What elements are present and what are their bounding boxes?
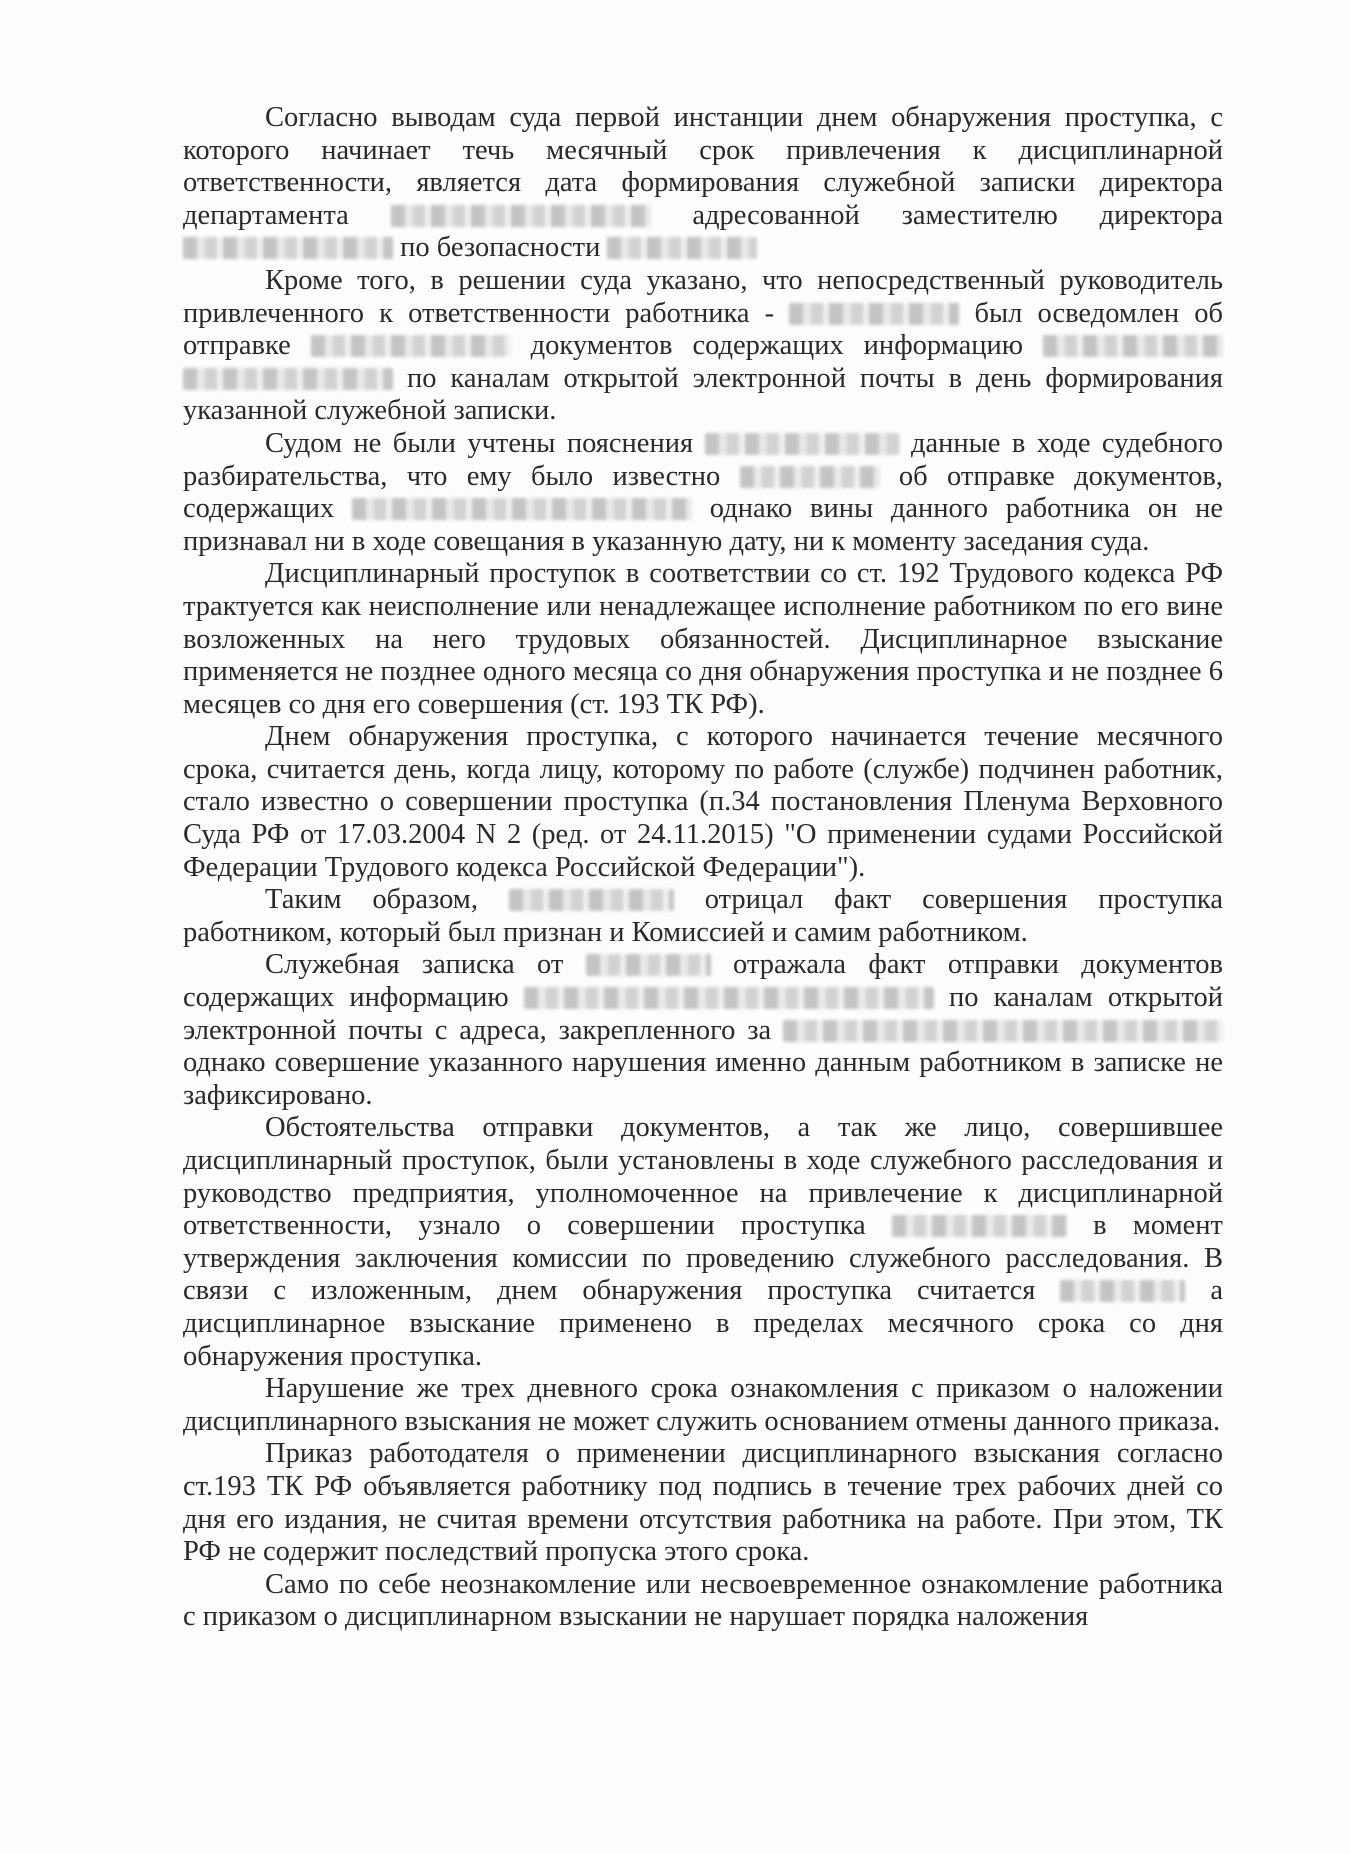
- redacted-text: [740, 466, 880, 488]
- redacted-text: [183, 368, 393, 390]
- redacted-text: [705, 433, 900, 455]
- redacted-text: [352, 498, 692, 520]
- paragraph-text: Служебная записка от: [265, 949, 586, 981]
- paragraph-text: Обстоятельства отправки документов, а так же лицо, совершившее дисциплинарный проступок, были установлены в ходе служебного расследования и руководство предприятия, уполномоченное на привлечение к дисциплинарной ответственности, узнало о совершении проступка: [183, 1112, 1223, 1242]
- paragraph-text: документов содержащих информацию: [510, 330, 1043, 362]
- redacted-text: [892, 1215, 1067, 1237]
- paragraph-2: [183, 265, 1223, 428]
- paragraph-3: [183, 428, 1223, 558]
- paragraph-text: Днем обнаружения проступка, с которого начинается течение месячного срока, считается день, когда лицу, которому по работе (службе) подчинен работник, стало известно о совершении проступка (п.34 постановления Пленума Верховного Суда РФ от 17.03.2004 N 2 (ред. от 24.11.2015) "О применении судами Российской Федерации Трудового кодекса Российской Федерации").: [183, 721, 1223, 883]
- paragraph-text: однако вины данного работника он не признавал ни в ходе совещания в указанную дату, ни к моменту заседания суда.: [183, 493, 1223, 557]
- paragraph-text: Нарушение же трех дневного срока ознакомления с приказом о наложении дисциплинарного взыскания не может служить основанием отмены данного приказа.: [183, 1373, 1223, 1437]
- paragraph-text: был осведомлен об отправке: [183, 297, 1223, 362]
- paragraph-6: [183, 884, 1223, 949]
- redacted-text: [509, 889, 674, 911]
- paragraph-text: адресованной заместителю директора: [650, 199, 1223, 231]
- paragraph-8: [183, 1112, 1223, 1373]
- paragraph-text: Приказ работодателя о применении дисциплинарного взыскания согласно ст.193 ТК РФ объявляется работнику под подпись в течение трех рабочих дней со дня его издания, не считая времени отсутствия работника на работе. При этом, ТК РФ не содержит последствий пропуска этого срока.: [183, 1438, 1223, 1568]
- paragraph-text: Само по себе неознакомление или несвоевременное ознакомление работника с приказом о дисциплинарном взыскании не нарушает порядка наложения: [183, 1568, 1223, 1633]
- paragraph-text: Дисциплинарный проступок в соответствии со ст. 192 Трудового кодекса РФ трактуется как неисполнение или ненадлежащее исполнение работником по его вине возложенных на него трудовых обязанностей. Дисциплинарное взыскание применяется не позднее одного месяца со дня обнаружения проступка и не позднее 6 месяцев со дня его совершения (ст. 193 ТК РФ).: [183, 558, 1223, 720]
- paragraph-text: данные в ходе судебного разбирательства, что ему было известно: [183, 427, 1224, 492]
- redacted-text: [607, 237, 757, 259]
- redacted-text: [789, 303, 959, 325]
- document-body: [183, 102, 1223, 1634]
- paragraph-text: по каналам открытой электронной почты в день формирования указанной служебной записки.: [183, 362, 1223, 427]
- paragraph-11: [183, 1569, 1223, 1634]
- redacted-text: [586, 954, 711, 976]
- paragraph-text: однако совершение указанного нарушения именно данным работником в записке не зафиксировано.: [183, 1047, 1223, 1111]
- redacted-text: [311, 335, 511, 357]
- paragraph-text: по безопасности: [393, 232, 608, 264]
- paragraph-text: Судом не были учтены пояснения: [265, 427, 705, 459]
- paragraph-text: по каналам открытой электронной почты с адреса, закрепленного за: [183, 982, 1223, 1046]
- paragraph-text: Таким образом,: [265, 884, 509, 916]
- redacted-text: [783, 1020, 1223, 1042]
- paragraph-text: а дисциплинарное взыскание применено в пределах месячного срока со дня обнаружения проступка.: [183, 1275, 1223, 1372]
- paragraph-text: в момент утверждения заключения комиссии по проведению служебного расследования. В связи с изложенным, днем обнаружения проступка считается: [183, 1210, 1224, 1307]
- paragraph-4: [183, 558, 1223, 721]
- paragraph-text: об отправке документов, содержащих: [183, 460, 1224, 525]
- paragraph-9: [183, 1373, 1223, 1438]
- paragraph-10: [183, 1438, 1223, 1568]
- paragraph-text: отражала факт отправки документов содержащих информацию: [183, 949, 1223, 1014]
- paragraph-text: Согласно выводам суда первой инстанции днем обнаружения проступка, с которого начинает течь месячный срок привлечения к дисциплинарной ответственности, является дата формирования служебной записки директора департамента: [183, 102, 1223, 231]
- redacted-text: [1060, 1280, 1185, 1302]
- redacted-text: [391, 205, 651, 227]
- redacted-text: [524, 987, 934, 1009]
- paragraph-text: Кроме того, в решении суда указано, что непосредственный руководитель привлеченного к ответственности работника -: [183, 264, 1223, 329]
- paragraph-1: [183, 102, 1223, 265]
- paragraph-text: отрицал факт совершения проступка работником, который был признан и Комиссией и самим работником.: [183, 884, 1223, 948]
- paragraph-5: [183, 721, 1223, 884]
- paragraph-7: [183, 949, 1223, 1112]
- redacted-text: [183, 237, 393, 259]
- redacted-text: [1043, 335, 1223, 357]
